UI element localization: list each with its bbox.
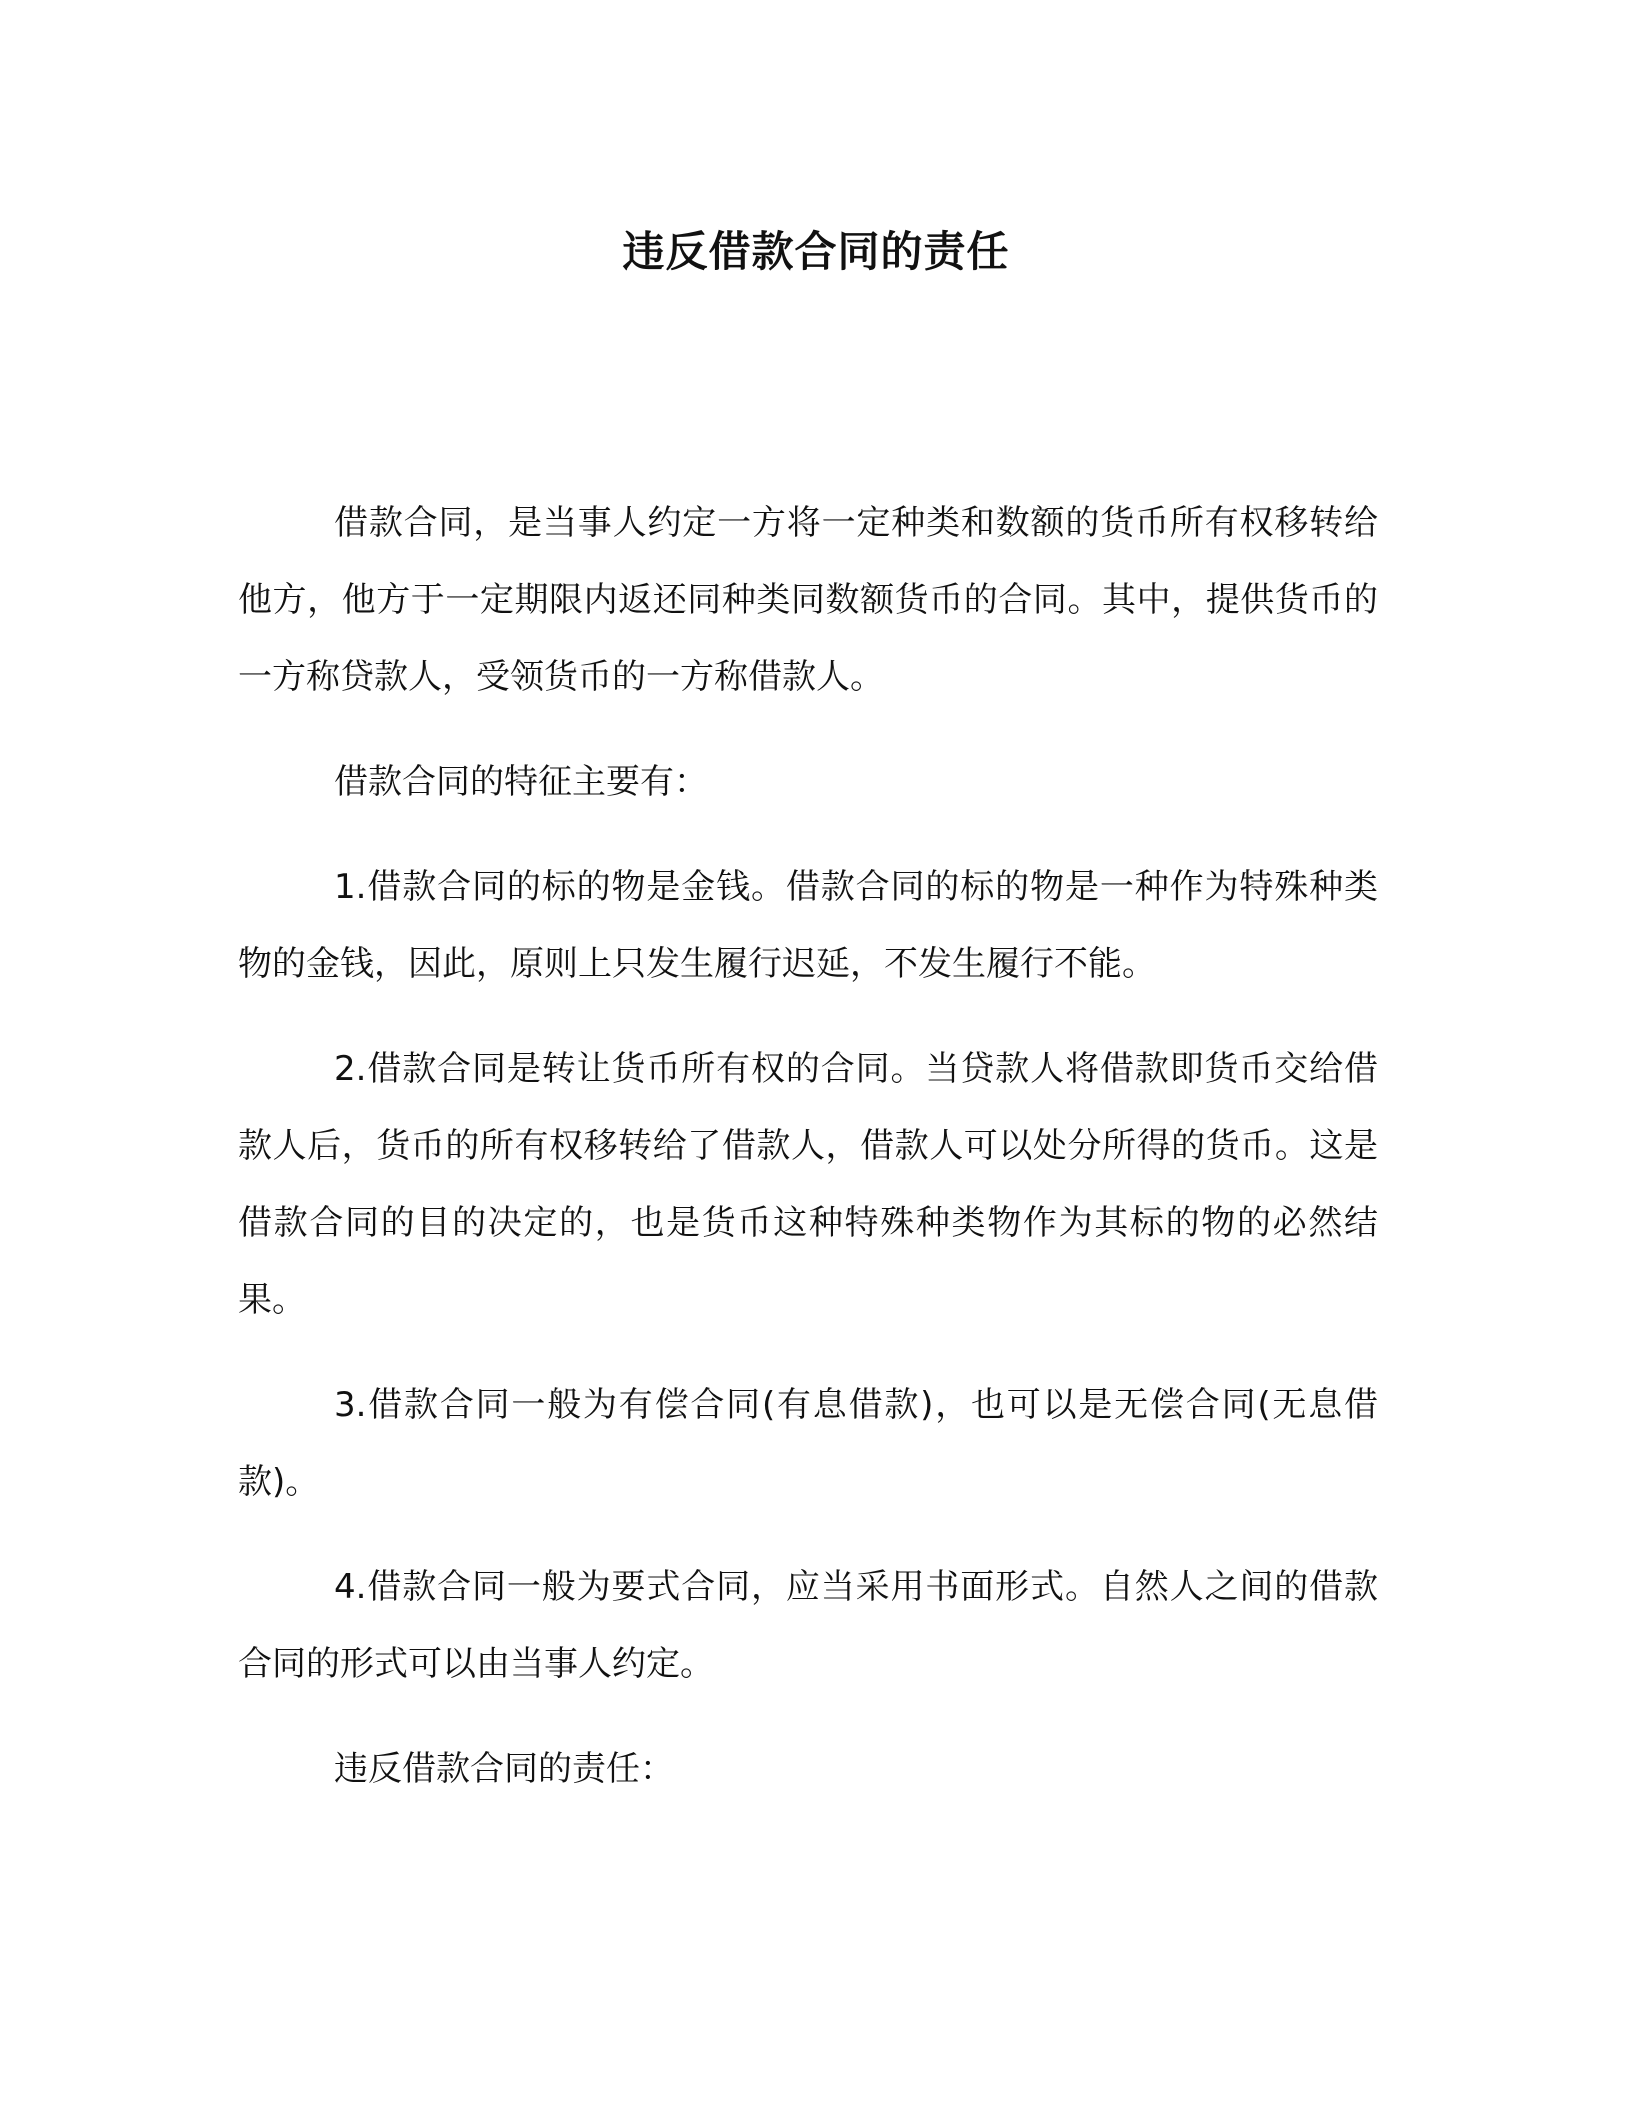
paragraph-liability-heading: 违反借款合同的责任：: [334, 1749, 674, 1789]
paragraph-feature-1: 1.借款合同的标的物是金钱。借款合同的标的物是一种作为特殊种类物的金钱，因此，原则上只发生履行迟延，不发生履行不能。: [238, 867, 1378, 984]
document-body: [238, 485, 1378, 1836]
paragraph-feature-3: 3.借款合同一般为有偿合同(有息借款)，也可以是无偿合同(无息借款)。: [238, 1385, 1378, 1502]
paragraph-feature-4: 4.借款合同一般为要式合同，应当采用书面形式。自然人之间的借款合同的形式可以由当事人约定。: [238, 1567, 1378, 1684]
paragraph-definition: 借款合同，是当事人约定一方将一定种类和数额的货币所有权移转给他方，他方于一定期限内返还同种类同数额货币的合同。其中，提供货币的一方称贷款人，受领货币的一方称借款人。: [238, 503, 1378, 697]
paragraph-features-heading: 借款合同的特征主要有：: [334, 762, 708, 802]
paragraph-feature-2: 2.借款合同是转让货币所有权的合同。当贷款人将借款即货币交给借款人后，货币的所有权移转给了借款人，借款人可以处分所得的货币。这是借款合同的目的决定的，也是货币这种特殊种类物作为其标的物的必然结果。: [238, 1049, 1378, 1320]
document-title: 违反借款合同的责任: [622, 227, 1010, 276]
